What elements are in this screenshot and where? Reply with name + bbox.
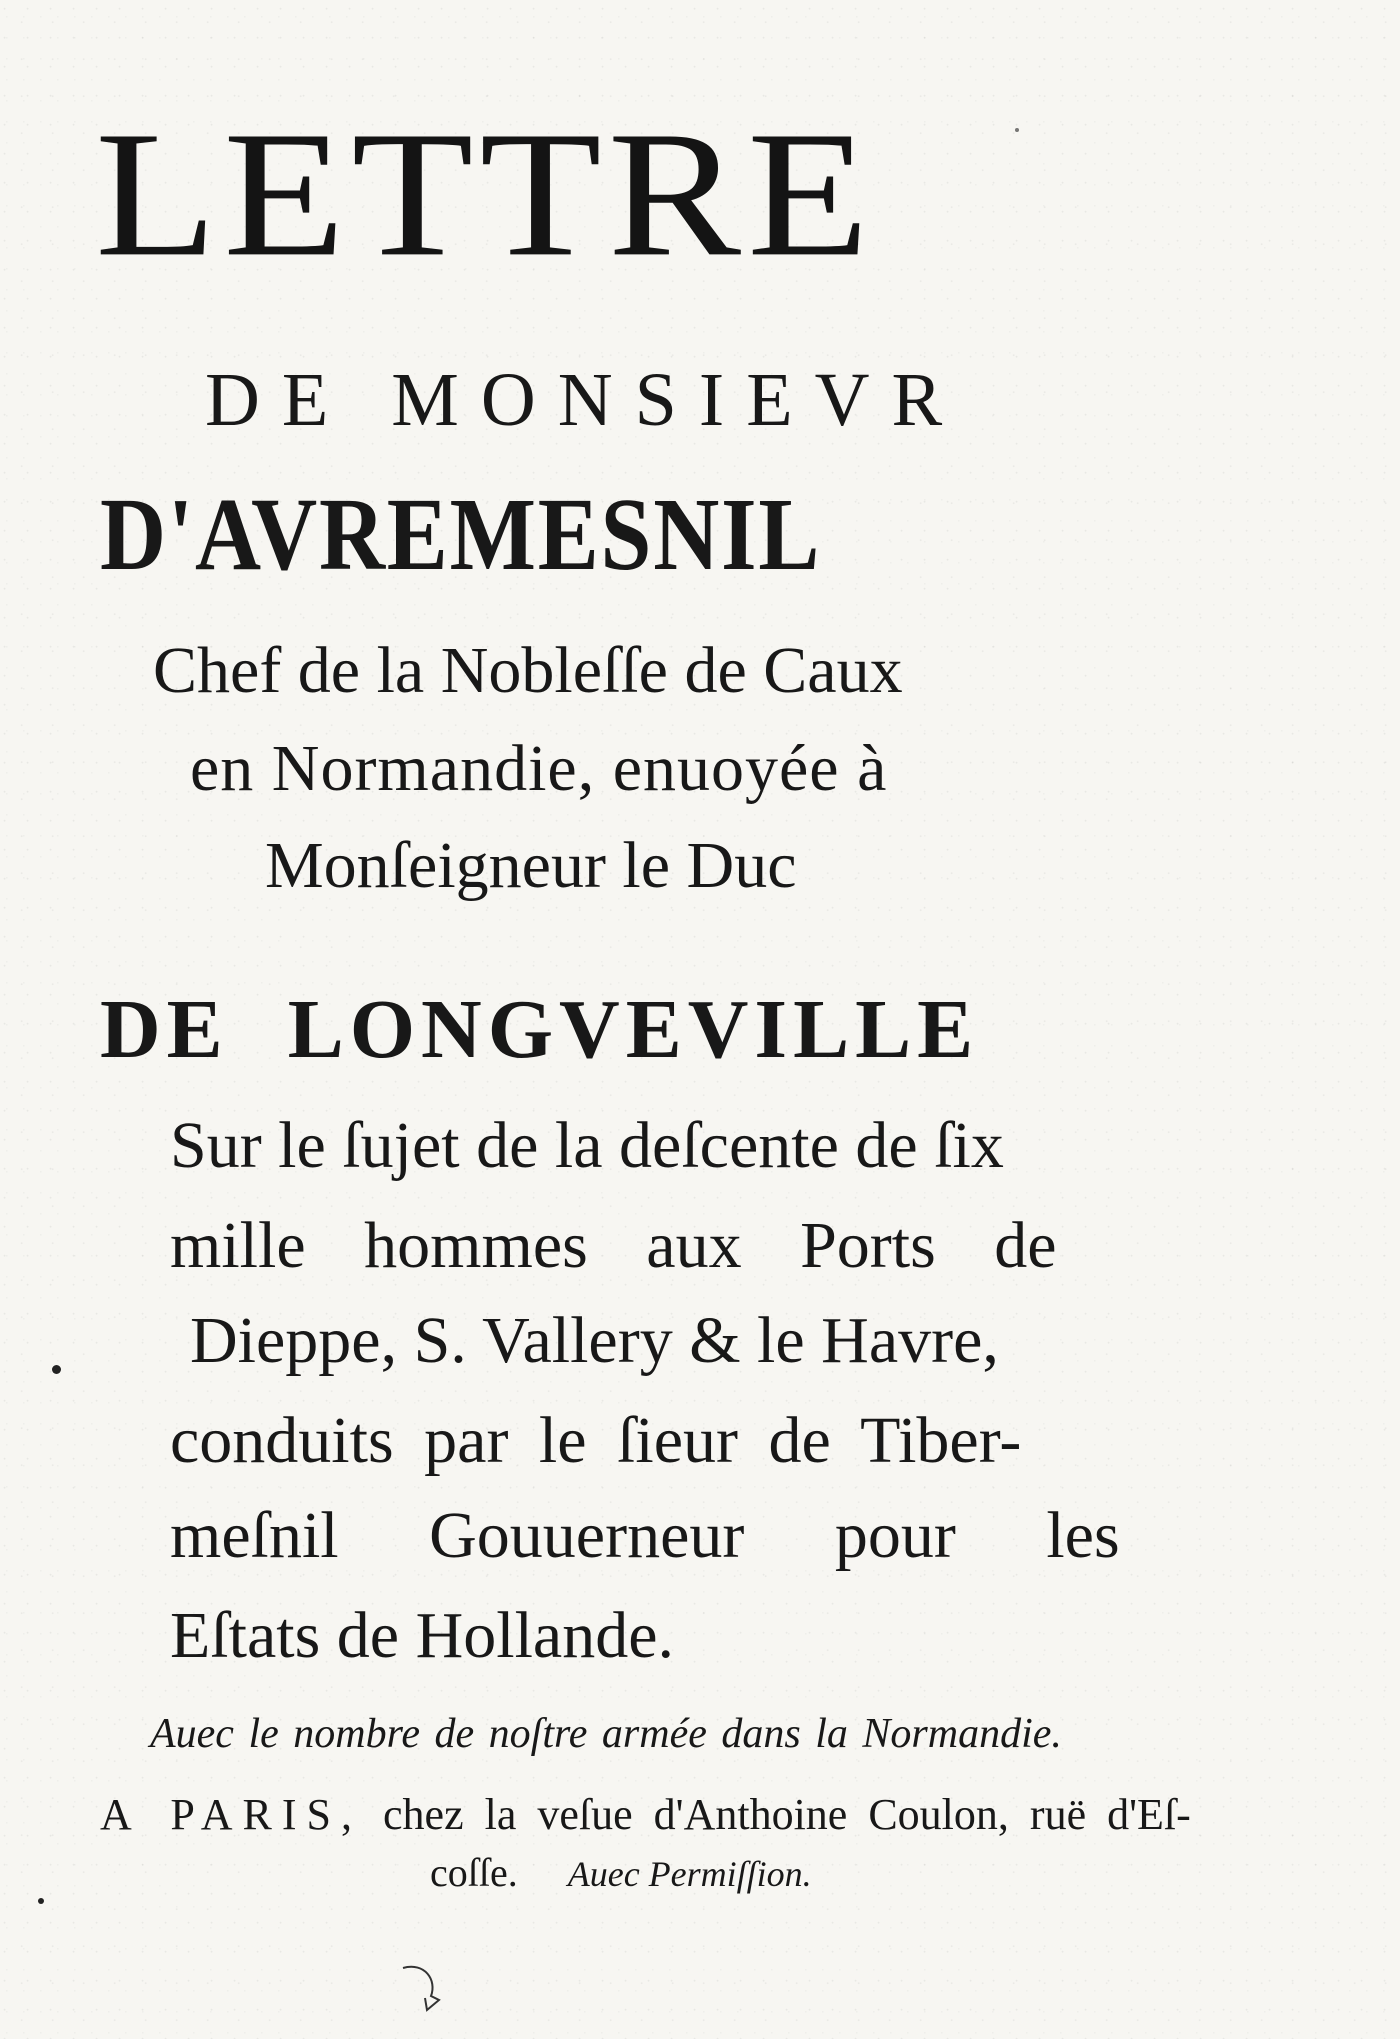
- page-title: LETTRE: [95, 95, 876, 294]
- imprint-continuation: coſſe.: [430, 1850, 518, 1895]
- subject-line: Sur le ſujet de la deſcente de ſix: [170, 1109, 1004, 1182]
- imprint-continuation-line: [430, 1850, 812, 1897]
- subject-line: conduits par le ſieur de Tiber-: [170, 1404, 1022, 1477]
- ink-spot: [38, 1898, 44, 1904]
- imprint-city: A PARIS,: [100, 1790, 363, 1839]
- text-line: Chef de la Nobleſſe de Caux: [153, 634, 903, 707]
- imprint-permission: Auec Permiſſion.: [567, 1854, 812, 1894]
- subject-line: mille hommes aux Ports de: [170, 1209, 1057, 1282]
- subtitle-line: DE MONSIEVR: [205, 358, 965, 442]
- subject-line: Dieppe, S. Vallery & le Havre,: [190, 1304, 999, 1377]
- author-name: D'AVREMESNIL: [100, 477, 822, 592]
- imprint-line: [100, 1790, 1191, 1840]
- text-line: en Normandie, enuoyée à: [190, 732, 888, 805]
- subject-line: Eſtats de Hollande.: [170, 1599, 675, 1672]
- imprint-publisher: chez la veſue d'Anthoine Coulon, ruë d'Eſ-: [383, 1790, 1191, 1839]
- text-line: Monſeigneur le Duc: [265, 829, 797, 902]
- addendum-line: Auec le nombre de noſtre armée dans la Normandie.: [150, 1711, 1062, 1757]
- ink-spot: [52, 1365, 61, 1374]
- recipient-name: DE LONGVEVILLE: [100, 983, 980, 1076]
- subject-line: meſnil Gouuerneur pour les: [170, 1499, 1120, 1572]
- ink-spot: [1015, 128, 1019, 132]
- stray-mark-icon: [395, 1960, 455, 2020]
